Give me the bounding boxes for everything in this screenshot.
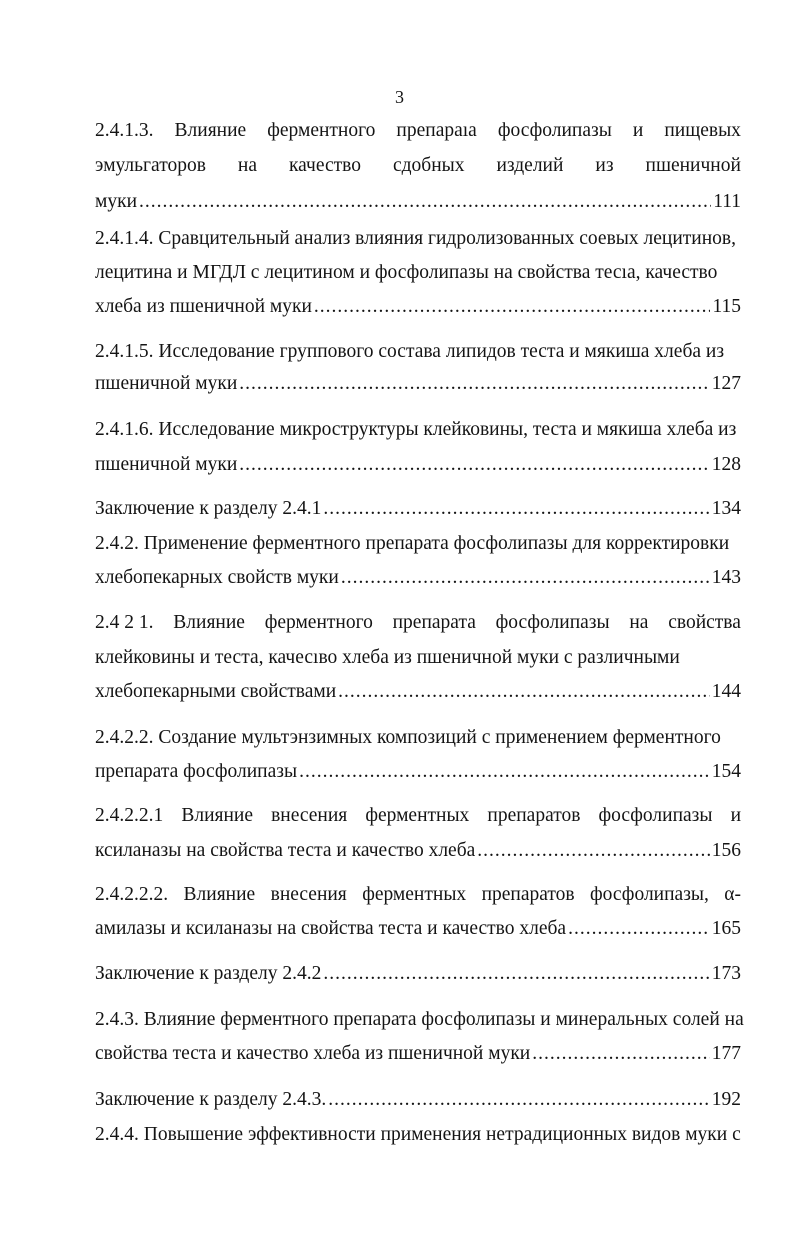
toc-page-number: 177 bbox=[711, 1043, 741, 1064]
toc-entry-2-4-2-line-1: 2.4.2. Применение ферментного препарата фосфолипазы для корректировки bbox=[95, 533, 730, 554]
dot-leader bbox=[239, 370, 709, 398]
toc-word: α- bbox=[724, 884, 741, 905]
toc-entry-2-4-2-2-1-line-1 bbox=[95, 802, 741, 830]
toc-word: препаратов bbox=[487, 805, 581, 826]
toc-entry-2-4-2-2-2-line-1 bbox=[95, 881, 741, 909]
dot-leader bbox=[299, 758, 710, 786]
toc-entry-title: амилазы и ксиланазы на свойства теста и качество хлеба bbox=[95, 918, 567, 939]
toc-page-number: 144 bbox=[711, 681, 741, 702]
toc-entry-title: препарата фосфолипазы bbox=[95, 761, 298, 782]
toc-word: Влияние bbox=[183, 884, 256, 905]
toc-page-number: 115 bbox=[712, 296, 741, 317]
page-number: 3 bbox=[395, 87, 404, 107]
toc-entry-title: свойства теста и качество хлеба из пшеничной муки bbox=[95, 1043, 531, 1064]
toc-word: на bbox=[629, 612, 649, 633]
toc-word: изделий bbox=[496, 155, 564, 176]
toc-entry-title: Заключение к разделу 2.4.3. bbox=[95, 1089, 327, 1110]
dot-leader bbox=[341, 564, 710, 592]
toc-entry-title: Заключение к разделу 2.4.2 bbox=[95, 963, 322, 984]
toc-entry-2-4-2-2-line-2 bbox=[95, 758, 741, 786]
toc-page-number: 143 bbox=[711, 567, 741, 588]
toc-entry-title: хлебопекарными свойствами bbox=[95, 681, 337, 702]
toc-word: на bbox=[237, 155, 257, 176]
toc-entry-2-4-2-2-line-1: 2.4.2.2. Создание мультэнзимных композиций с применением ферментного bbox=[95, 727, 721, 748]
toc-word: свойства bbox=[668, 612, 741, 633]
toc-entry-conclusion-2-4-2 bbox=[95, 960, 741, 988]
toc-word: сдобных bbox=[392, 155, 465, 176]
toc-entry-2-4-1-5-line-1: 2.4.1.5. Исследование группового состава липидов теста и мякиша хлеба из bbox=[95, 341, 725, 362]
toc-page-number: 134 bbox=[711, 498, 741, 519]
dot-leader bbox=[314, 293, 711, 321]
toc-word: препараıа bbox=[396, 120, 477, 141]
toc-word: препаратов bbox=[481, 884, 575, 905]
toc-word: фосфолипазы bbox=[497, 120, 612, 141]
toc-page-number: 156 bbox=[711, 840, 741, 861]
toc-entry-2-4-1-5-line-2 bbox=[95, 370, 741, 398]
toc-page-number: 165 bbox=[711, 918, 741, 939]
toc-word: 2.4.2.2.2. bbox=[95, 884, 169, 905]
toc-entry-2-4-3-line-1: 2.4.3. Влияние ферментного препарата фосфолипазы и минеральных солей на bbox=[95, 1009, 744, 1030]
toc-word: фосфолипазы, bbox=[590, 884, 709, 905]
toc-entry-2-4-3-line-2 bbox=[95, 1040, 741, 1068]
toc-entry-2-4-1-6-line-2 bbox=[95, 451, 741, 479]
toc-entry-2-4-1-6-line-1: 2.4.1.6. Исследование микроструктуры клейковины, теста и мякиша хлеба из bbox=[95, 419, 737, 440]
toc-entry-title: Заключение к разделу 2.4.1 bbox=[95, 498, 322, 519]
dot-leader bbox=[323, 495, 709, 523]
toc-word: и bbox=[730, 805, 741, 826]
toc-word: препарата bbox=[392, 612, 476, 633]
toc-entry-2-4-1-4-line-1: 2.4.1.4. Сравцительный анализ влияния гидролизованных соевых лецитинов, bbox=[95, 228, 736, 249]
toc-word: 2.4.2.2.1 bbox=[95, 805, 164, 826]
dot-leader bbox=[328, 1086, 710, 1114]
toc-entry-2-4-4-line-1: 2.4.4. Повышение эффективности применения нетрадиционных видов муки с bbox=[95, 1124, 741, 1145]
toc-word: внесения bbox=[270, 884, 347, 905]
toc-entry-2-4-2-1-line-3 bbox=[95, 678, 741, 706]
dot-leader bbox=[239, 451, 709, 479]
toc-entry-conclusion-2-4-3 bbox=[95, 1086, 741, 1114]
toc-page-number: 192 bbox=[711, 1089, 741, 1110]
toc-entry-2-4-1-4-line-2: лецитина и МГДЛ с лецитином и фосфолипазы на свойства тесıа, качество bbox=[95, 262, 718, 283]
toc-entry-title: пшеничной муки bbox=[95, 373, 238, 394]
toc-entry-2-4-2-1-line-2: клейковины и теста, качесıво хлеба из пшеничной муки с различными bbox=[95, 647, 680, 668]
toc-word: ферментного bbox=[267, 120, 376, 141]
toc-entry-title: ксиланазы на свойства теста и качество хлеба bbox=[95, 840, 476, 861]
toc-word: Влияние bbox=[181, 805, 253, 826]
toc-word: фосфолипазы bbox=[495, 612, 610, 633]
dot-leader bbox=[532, 1040, 710, 1068]
toc-page-number: 128 bbox=[711, 454, 741, 475]
dot-leader bbox=[139, 188, 711, 216]
toc-entry-title: хлебопекарных свойств муки bbox=[95, 567, 339, 588]
toc-word: ферментных bbox=[365, 805, 470, 826]
toc-entry-2-4-2-2-2-line-2 bbox=[95, 915, 741, 943]
toc-entry-2-4-2-line-2 bbox=[95, 564, 741, 592]
toc-word: ферментного bbox=[264, 612, 373, 633]
dot-leader bbox=[338, 678, 710, 706]
toc-entry-2-4-1-3-line-3 bbox=[95, 188, 741, 216]
toc-word: качество bbox=[288, 155, 361, 176]
toc-word: эмульгаторов bbox=[95, 155, 206, 176]
toc-word: Влияние bbox=[173, 612, 245, 633]
toc-word: из bbox=[595, 155, 614, 176]
toc-entry-title: хлеба из пшеничной муки bbox=[95, 296, 312, 317]
toc-entry-2-4-2-2-1-line-2 bbox=[95, 837, 741, 865]
toc-word: внесения bbox=[271, 805, 348, 826]
toc-word: 2.4 2 1. bbox=[95, 612, 154, 633]
toc-word: пищевых bbox=[664, 120, 741, 141]
toc-word: 2.4.1.3. bbox=[95, 120, 154, 141]
toc-page-number: 154 bbox=[711, 761, 741, 782]
toc-page-number: 173 bbox=[711, 963, 741, 984]
toc-entry-2-4-1-3-line-1 bbox=[95, 117, 741, 145]
toc-entry-conclusion-2-4-1 bbox=[95, 495, 741, 523]
toc-word: Влияние bbox=[174, 120, 247, 141]
toc-word: фосфолипазы bbox=[598, 805, 713, 826]
dot-leader bbox=[323, 960, 709, 988]
toc-word: и bbox=[632, 120, 644, 141]
toc-word: пшеничной bbox=[645, 155, 741, 176]
dot-leader bbox=[477, 837, 709, 865]
toc-page-number: 127 bbox=[711, 373, 741, 394]
toc-page-number: 111 bbox=[713, 191, 741, 212]
toc-entry-title: муки bbox=[95, 191, 137, 212]
toc-word: ферментных bbox=[362, 884, 467, 905]
toc-entry-2-4-1-3-line-2 bbox=[95, 152, 741, 180]
toc-entry-2-4-1-4-line-3 bbox=[95, 293, 741, 321]
dot-leader bbox=[568, 915, 710, 943]
toc-entry-title: пшеничной муки bbox=[95, 454, 238, 475]
toc-entry-2-4-2-1-line-1 bbox=[95, 609, 741, 637]
